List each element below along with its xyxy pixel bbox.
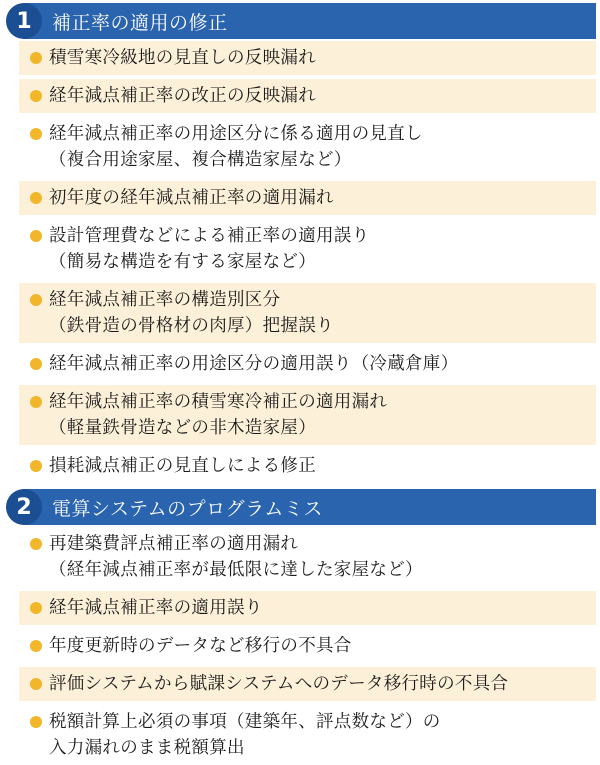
list-item xyxy=(19,705,596,765)
list-item xyxy=(19,181,596,215)
item-list xyxy=(4,527,600,765)
section-header xyxy=(8,489,596,525)
bullet-icon xyxy=(30,460,42,472)
item-text: 経年減点補正率の用途区分に係る適用の見直し xyxy=(49,124,423,144)
item-text: （鉄骨造の骨格材の肉厚）把握誤り xyxy=(49,316,334,336)
section-title: 電算システムのプログラムミス xyxy=(52,497,323,520)
list-item xyxy=(19,41,596,75)
list-item xyxy=(19,219,596,279)
item-text: （簡易な構造を有する家屋など） xyxy=(49,252,316,272)
bullet-icon xyxy=(30,52,42,64)
list-item xyxy=(19,629,596,663)
item-text: 設計管理費などによる補正率の適用誤り xyxy=(49,226,370,246)
item-text: 経年減点補正率の構造別区分 xyxy=(49,290,281,310)
item-text: （軽量鉄骨造などの非木造家屋） xyxy=(49,418,316,438)
bullet-icon xyxy=(30,538,42,550)
list-item xyxy=(19,385,596,445)
bullet-icon xyxy=(30,716,42,728)
bullet-icon xyxy=(30,358,42,370)
section-number-badge: 2 xyxy=(6,489,42,525)
list-item xyxy=(19,347,596,381)
bullet-icon xyxy=(30,678,42,690)
section-title: 補正率の適用の修正 xyxy=(52,11,228,34)
item-text: 初年度の経年減点補正率の適用漏れ xyxy=(49,188,334,208)
item-text: 経年減点補正率の積雪寒冷補正の適用漏れ xyxy=(49,392,388,412)
list-item xyxy=(19,667,596,701)
list-item xyxy=(19,591,596,625)
list-item xyxy=(19,283,596,343)
item-text: 経年減点補正率の用途区分の適用誤り（冷蔵倉庫） xyxy=(49,354,459,374)
list-item xyxy=(19,449,596,483)
bullet-icon xyxy=(30,640,42,652)
list-item xyxy=(19,527,596,587)
item-list xyxy=(4,41,600,483)
bullet-icon xyxy=(30,90,42,102)
item-text: 評価システムから賦課システムへのデータ移行時の不具合 xyxy=(49,674,509,694)
item-text: 経年減点補正率の適用誤り xyxy=(49,598,263,618)
section-2 xyxy=(4,489,600,765)
section-1 xyxy=(4,3,600,483)
item-text: 年度更新時のデータなど移行の不具合 xyxy=(49,636,352,656)
item-text: （経年減点補正率が最低限に達した家屋など） xyxy=(49,560,423,580)
bullet-icon xyxy=(30,192,42,204)
bullet-icon xyxy=(30,602,42,614)
section-number-badge: 1 xyxy=(6,3,42,39)
bullet-icon xyxy=(30,294,42,306)
bullet-icon xyxy=(30,128,42,140)
item-text: （複合用途家屋、複合構造家屋など） xyxy=(49,150,352,170)
item-text: 損耗減点補正の見直しによる修正 xyxy=(49,456,316,476)
item-text: 再建築費評点補正率の適用漏れ xyxy=(49,534,299,554)
section-header xyxy=(8,3,596,39)
item-text: 税額計算上必須の事項（建築年、評点数など）の xyxy=(49,712,441,732)
bullet-icon xyxy=(30,230,42,242)
list-item xyxy=(19,117,596,177)
item-text: 経年減点補正率の改正の反映漏れ xyxy=(49,86,316,106)
item-text: 積雪寒冷級地の見直しの反映漏れ xyxy=(49,48,316,68)
item-text: 入力漏れのまま税額算出 xyxy=(49,738,245,758)
list-item xyxy=(19,79,596,113)
bullet-icon xyxy=(30,396,42,408)
